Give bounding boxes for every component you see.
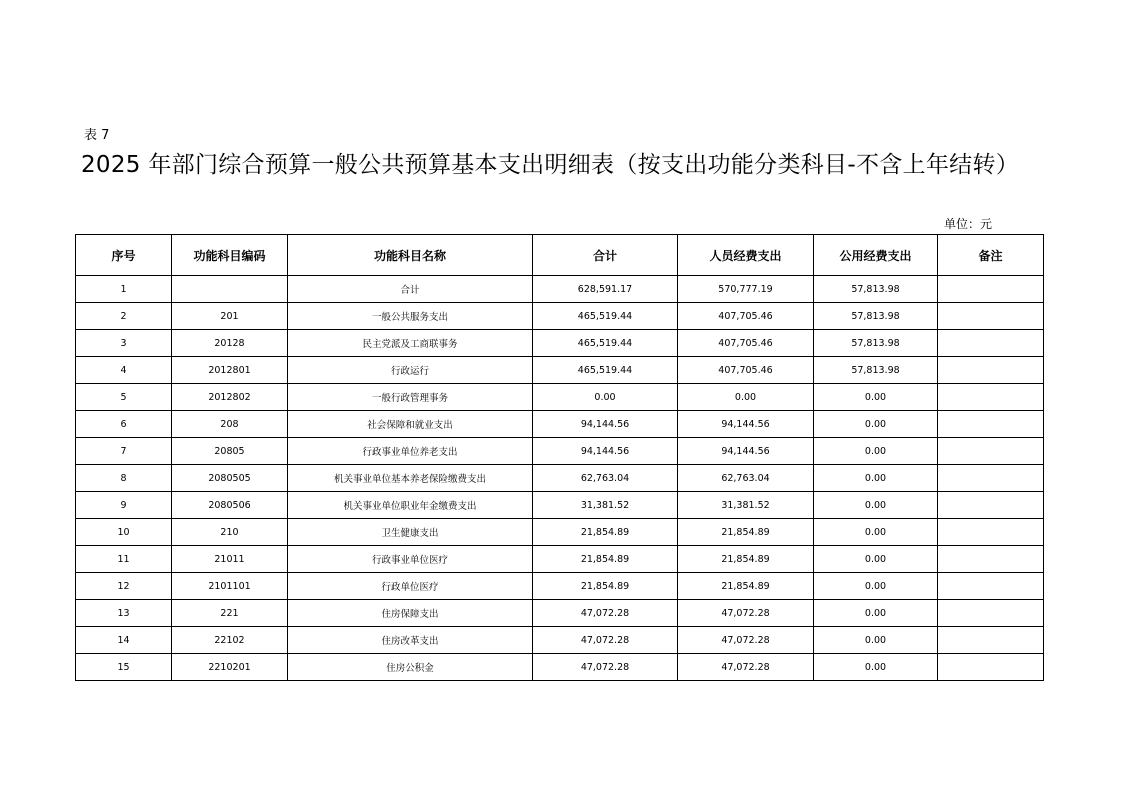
table-row xyxy=(76,465,1044,492)
cell-index: 10 xyxy=(76,519,172,546)
cell-personnel: 62,763.04 xyxy=(678,465,814,492)
cell-total: 21,854.89 xyxy=(533,573,678,600)
cell-personnel: 47,072.28 xyxy=(678,654,814,681)
col-header-remarks: 备注 xyxy=(938,235,1044,276)
cell-public: 0.00 xyxy=(814,384,938,411)
cell-code: 21011 xyxy=(172,546,288,573)
cell-remarks xyxy=(938,438,1044,465)
cell-personnel: 21,854.89 xyxy=(678,573,814,600)
cell-total: 465,519.44 xyxy=(533,330,678,357)
cell-public: 57,813.98 xyxy=(814,357,938,384)
cell-code: 22102 xyxy=(172,627,288,654)
cell-public: 0.00 xyxy=(814,627,938,654)
cell-index: 2 xyxy=(76,303,172,330)
cell-remarks xyxy=(938,276,1044,303)
cell-public: 57,813.98 xyxy=(814,276,938,303)
col-header-name: 功能科目名称 xyxy=(288,235,533,276)
cell-code: 208 xyxy=(172,411,288,438)
cell-name: 行政单位医疗 xyxy=(288,573,533,600)
header-row xyxy=(76,235,1044,276)
table-row xyxy=(76,573,1044,600)
cell-name: 住房改革支出 xyxy=(288,627,533,654)
cell-code: 20128 xyxy=(172,330,288,357)
cell-personnel: 94,144.56 xyxy=(678,411,814,438)
table-row xyxy=(76,384,1044,411)
cell-index: 11 xyxy=(76,546,172,573)
cell-name: 社会保障和就业支出 xyxy=(288,411,533,438)
cell-code: 2210201 xyxy=(172,654,288,681)
table-row xyxy=(76,627,1044,654)
cell-index: 14 xyxy=(76,627,172,654)
cell-personnel: 47,072.28 xyxy=(678,600,814,627)
col-header-code: 功能科目编码 xyxy=(172,235,288,276)
cell-remarks xyxy=(938,465,1044,492)
cell-total: 47,072.28 xyxy=(533,654,678,681)
cell-index: 6 xyxy=(76,411,172,438)
cell-remarks xyxy=(938,654,1044,681)
cell-public: 0.00 xyxy=(814,600,938,627)
cell-name: 住房公积金 xyxy=(288,654,533,681)
cell-personnel: 0.00 xyxy=(678,384,814,411)
unit-label: 单位：元 xyxy=(944,217,993,231)
table-row xyxy=(76,357,1044,384)
cell-index: 1 xyxy=(76,276,172,303)
cell-remarks xyxy=(938,492,1044,519)
cell-index: 15 xyxy=(76,654,172,681)
cell-public: 0.00 xyxy=(814,492,938,519)
table-row xyxy=(76,492,1044,519)
cell-name: 住房保障支出 xyxy=(288,600,533,627)
cell-code xyxy=(172,276,288,303)
cell-public: 57,813.98 xyxy=(814,303,938,330)
cell-index: 13 xyxy=(76,600,172,627)
cell-name: 行政事业单位养老支出 xyxy=(288,438,533,465)
cell-total: 0.00 xyxy=(533,384,678,411)
cell-remarks xyxy=(938,411,1044,438)
cell-code: 2012801 xyxy=(172,357,288,384)
cell-name: 行政事业单位医疗 xyxy=(288,546,533,573)
cell-total: 94,144.56 xyxy=(533,411,678,438)
cell-code: 2080505 xyxy=(172,465,288,492)
cell-total: 62,763.04 xyxy=(533,465,678,492)
cell-personnel: 94,144.56 xyxy=(678,438,814,465)
table-row xyxy=(76,519,1044,546)
cell-total: 21,854.89 xyxy=(533,546,678,573)
cell-public: 0.00 xyxy=(814,519,938,546)
table-row xyxy=(76,600,1044,627)
cell-name: 合计 xyxy=(288,276,533,303)
cell-name: 卫生健康支出 xyxy=(288,519,533,546)
cell-public: 0.00 xyxy=(814,654,938,681)
cell-name: 行政运行 xyxy=(288,357,533,384)
cell-personnel: 407,705.46 xyxy=(678,303,814,330)
cell-code: 221 xyxy=(172,600,288,627)
cell-remarks xyxy=(938,303,1044,330)
cell-personnel: 407,705.46 xyxy=(678,357,814,384)
cell-remarks xyxy=(938,330,1044,357)
cell-index: 12 xyxy=(76,573,172,600)
cell-code: 2101101 xyxy=(172,573,288,600)
cell-total: 94,144.56 xyxy=(533,438,678,465)
page-title: 2025 年部门综合预算一般公共预算基本支出明细表（按支出功能分类科目-不含上年结转） xyxy=(81,152,1020,178)
cell-personnel: 21,854.89 xyxy=(678,546,814,573)
cell-name: 一般公共服务支出 xyxy=(288,303,533,330)
cell-personnel: 407,705.46 xyxy=(678,330,814,357)
table-row xyxy=(76,303,1044,330)
cell-code: 210 xyxy=(172,519,288,546)
cell-personnel: 21,854.89 xyxy=(678,519,814,546)
table-row xyxy=(76,330,1044,357)
table-row xyxy=(76,276,1044,303)
cell-public: 0.00 xyxy=(814,438,938,465)
cell-total: 31,381.52 xyxy=(533,492,678,519)
cell-public: 0.00 xyxy=(814,411,938,438)
table-row xyxy=(76,438,1044,465)
cell-remarks xyxy=(938,627,1044,654)
col-header-personnel: 人员经费支出 xyxy=(678,235,814,276)
cell-index: 8 xyxy=(76,465,172,492)
cell-index: 4 xyxy=(76,357,172,384)
cell-remarks xyxy=(938,357,1044,384)
cell-total: 47,072.28 xyxy=(533,600,678,627)
cell-code: 201 xyxy=(172,303,288,330)
cell-code: 2012802 xyxy=(172,384,288,411)
cell-total: 465,519.44 xyxy=(533,303,678,330)
col-header-total: 合计 xyxy=(533,235,678,276)
cell-name: 一般行政管理事务 xyxy=(288,384,533,411)
cell-remarks xyxy=(938,600,1044,627)
cell-index: 5 xyxy=(76,384,172,411)
cell-personnel: 31,381.52 xyxy=(678,492,814,519)
cell-index: 3 xyxy=(76,330,172,357)
cell-total: 628,591.17 xyxy=(533,276,678,303)
cell-index: 9 xyxy=(76,492,172,519)
table-number: 表 7 xyxy=(84,128,110,143)
col-header-public: 公用经费支出 xyxy=(814,235,938,276)
cell-public: 57,813.98 xyxy=(814,330,938,357)
cell-remarks xyxy=(938,546,1044,573)
cell-public: 0.00 xyxy=(814,465,938,492)
cell-total: 465,519.44 xyxy=(533,357,678,384)
cell-personnel: 570,777.19 xyxy=(678,276,814,303)
cell-total: 47,072.28 xyxy=(533,627,678,654)
cell-name: 机关事业单位基本养老保险缴费支出 xyxy=(288,465,533,492)
table-row xyxy=(76,654,1044,681)
cell-total: 21,854.89 xyxy=(533,519,678,546)
budget-table xyxy=(75,234,1044,681)
cell-index: 7 xyxy=(76,438,172,465)
table-row xyxy=(76,546,1044,573)
cell-public: 0.00 xyxy=(814,573,938,600)
cell-public: 0.00 xyxy=(814,546,938,573)
cell-name: 民主党派及工商联事务 xyxy=(288,330,533,357)
col-header-index: 序号 xyxy=(76,235,172,276)
cell-remarks xyxy=(938,384,1044,411)
cell-remarks xyxy=(938,573,1044,600)
cell-name: 机关事业单位职业年金缴费支出 xyxy=(288,492,533,519)
cell-personnel: 47,072.28 xyxy=(678,627,814,654)
cell-remarks xyxy=(938,519,1044,546)
cell-code: 20805 xyxy=(172,438,288,465)
table-row xyxy=(76,411,1044,438)
cell-code: 2080506 xyxy=(172,492,288,519)
